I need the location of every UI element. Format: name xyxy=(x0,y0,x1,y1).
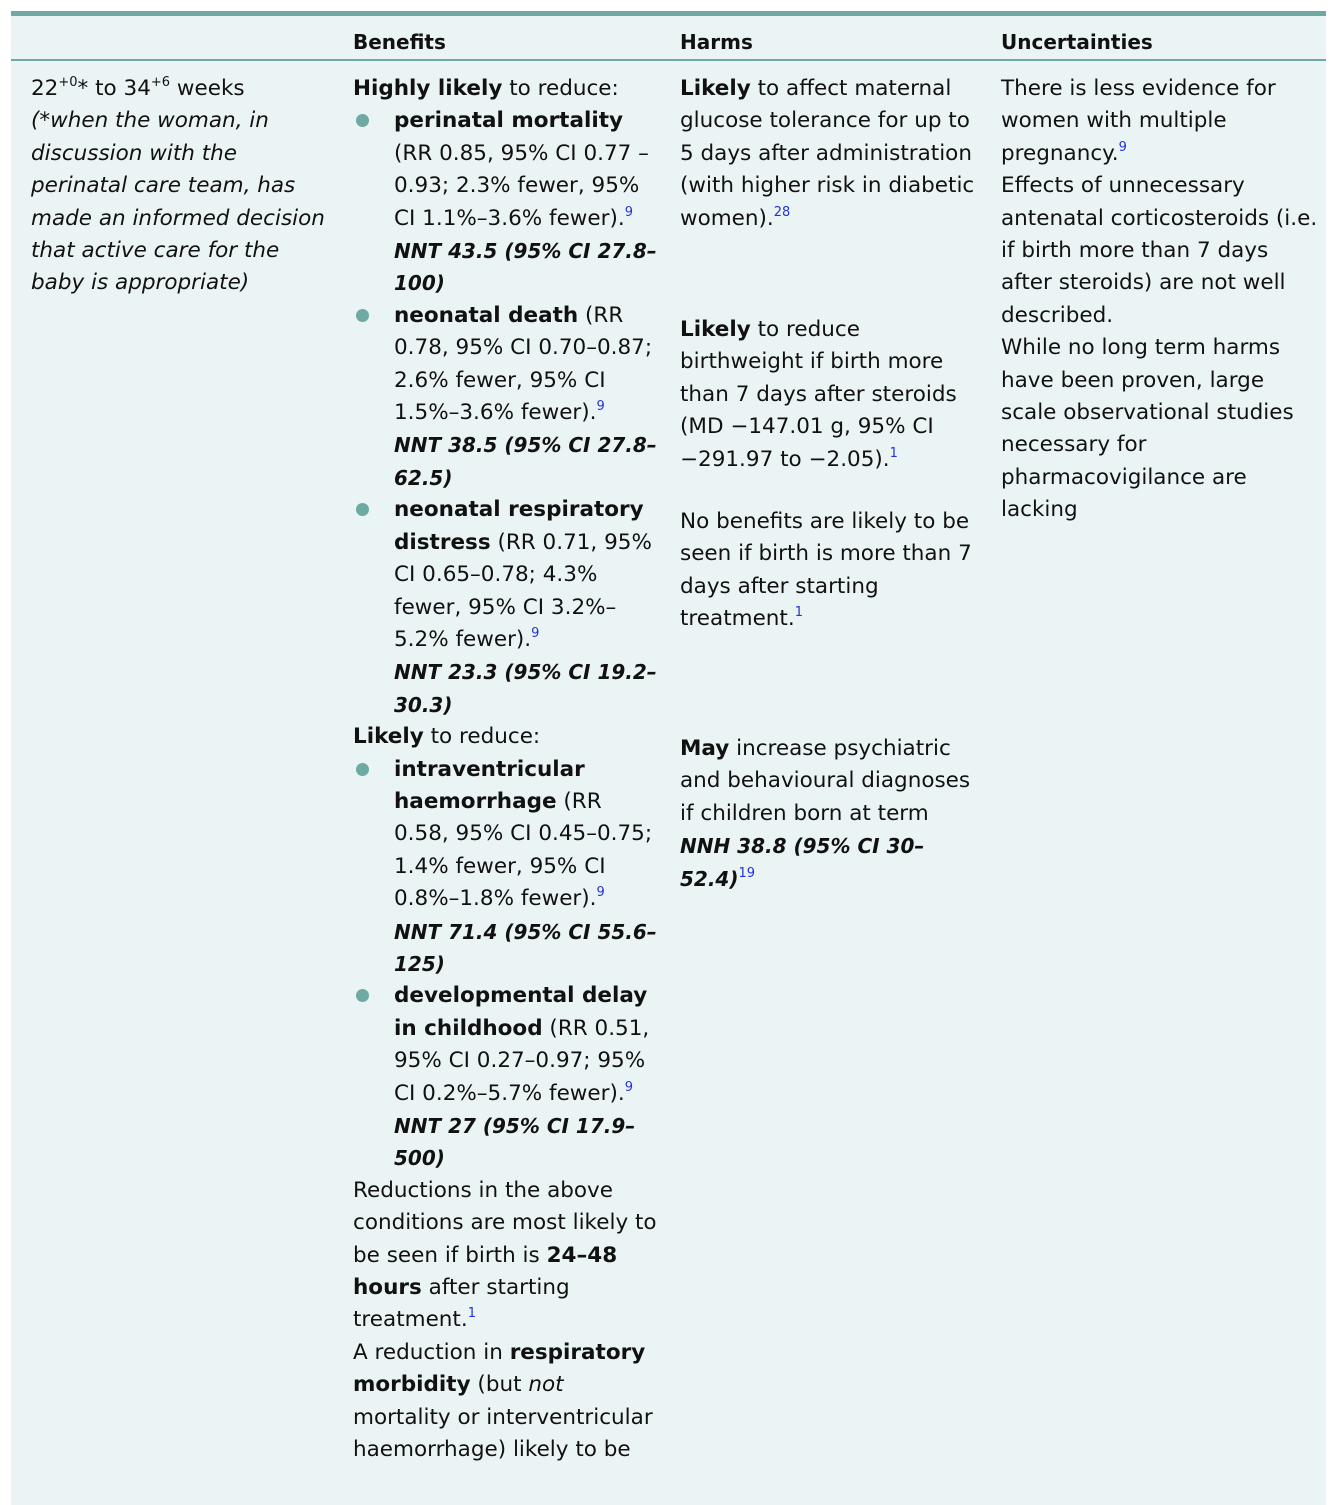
benefit-item-neonatal-death: neonatal death (RR 0.78, 95% CI 0.70–0.87; 2.6% fewer, 95% CI 1.5%–3.6% fewer).$^9$ NNT 38.5 (95% CI 27.8–62.5) xyxy=(353,300,663,494)
nnh-value: NNH 38.8 (95% CI 30–52.4)$^{19}$ xyxy=(680,833,925,892)
uncertainty-unnecessary-steroids: Effects of unnecessary antenatal corticosteroids (i.e. if birth more than 7 days after steroids) are not well described. xyxy=(1001,173,1318,328)
benefits-cell xyxy=(353,73,663,1466)
harm-psychiatric: May increase psychiatric and behavioural diagnoses if children born at term xyxy=(680,735,971,826)
benefit-item-developmental-delay: developmental delay in childhood (RR 0.51, 95% CI 0.27–0.97; 95% CI 0.2%–5.7% fewer).$^9$ NNT 27 (95% CI 17.9–500) xyxy=(353,980,663,1174)
nnt-value: NNT 38.5 (95% CI 27.8–62.5) xyxy=(394,433,657,490)
header-rule xyxy=(11,59,1326,61)
harm-birthweight: Likely to reduce birthweight if birth more than 7 days after steroids (MD −147.01 g, 95% CI −291.97 to −2.05).$^1$ xyxy=(680,317,957,472)
likely-heading: Likely to reduce: xyxy=(353,724,541,750)
gestation-cell xyxy=(31,73,336,300)
harm-no-benefit: No benefits are likely to be seen if birth is more than 7 days after starting treatment.$^1$ xyxy=(680,509,972,632)
nnt-value: NNT 27 (95% CI 17.9–500) xyxy=(394,1114,636,1171)
reference-link[interactable]: 9 xyxy=(531,625,540,641)
reference-link[interactable]: 1 xyxy=(794,605,803,621)
header-benefits: Benefits xyxy=(353,30,446,54)
spacer xyxy=(680,235,985,314)
header-harms: Harms xyxy=(680,30,753,54)
bullet-icon xyxy=(356,503,369,516)
evidence-table xyxy=(11,11,1326,1505)
nnt-value: NNT 71.4 (95% CI 55.6–125) xyxy=(394,919,657,976)
spacer xyxy=(680,476,985,506)
reference-link[interactable]: 28 xyxy=(773,204,791,220)
respiratory-morbidity-note: A reduction in respiratory morbidity (but not mortality or interventricular haemorrhage) likely to be xyxy=(353,1339,653,1463)
harm-glucose: Likely to affect maternal glucose tolerance for up to 5 days after administration (with higher risk in diabetic women).$^{28}$ xyxy=(680,76,975,231)
benefit-item-perinatal-mortality: perinatal mortality (RR 0.85, 95% CI 0.77 –0.93; 2.3% fewer, 95% CI 1.1%–3.6% fewer).$^9$ NNT 43.5 (95% CI 27.8–100) xyxy=(353,105,663,299)
nnt-value: NNT 43.5 (95% CI 27.8–100) xyxy=(394,239,657,296)
reductions-note: Reductions in the above conditions are most likely to be seen if birth is 24–48 hours after starting treatment.$^1$ xyxy=(353,1177,657,1333)
reference-link[interactable]: 1 xyxy=(467,1306,476,1322)
uncertainty-long-term-harms: While no long term harms have been proven, large scale observational studies necessary for pharmacovigilance are lacking xyxy=(1001,335,1294,523)
reference-link[interactable]: 9 xyxy=(624,204,633,220)
bullet-icon xyxy=(356,309,369,322)
uncertainties-cell xyxy=(1001,73,1319,527)
bullet-icon xyxy=(356,989,369,1002)
header-uncertainties: Uncertainties xyxy=(1001,30,1153,54)
reference-link[interactable]: 9 xyxy=(596,399,605,415)
reference-link[interactable]: 9 xyxy=(624,1079,633,1095)
reference-link[interactable]: 9 xyxy=(596,885,605,901)
harms-cell xyxy=(680,73,985,897)
gestation-range: $22^{+0}*$ to $34^{+6}$ weeks xyxy=(31,75,245,101)
benefit-item-intraventricular-haemorrhage: intraventricular haemorrhage (RR 0.58, 95% CI 0.45–0.75; 1.4% fewer, 95% CI 0.8%–1.8% fewer).$^9$ NNT 71.4 (95% CI 55.6–125) xyxy=(353,754,663,981)
highly-likely-heading: Highly likely to reduce: xyxy=(353,76,619,101)
benefit-item-respiratory-distress: neonatal respiratory distress (RR 0.71, 95% CI 0.65–0.78; 4.3% fewer, 95% CI 3.2%–5.2% fewer).$^9$ NNT 23.3 (95% CI 19.2–30.3) xyxy=(353,494,663,721)
reference-link[interactable]: 9 xyxy=(1118,139,1127,155)
reference-link[interactable]: 1 xyxy=(889,445,898,461)
nnt-value: NNT 23.3 (95% CI 19.2–30.3) xyxy=(394,660,657,717)
bullet-icon xyxy=(356,114,369,127)
reference-link[interactable]: 19 xyxy=(738,866,756,882)
uncertainty-multiple-pregnancy: There is less evidence for women with multiple pregnancy.$^9$ xyxy=(1001,76,1276,166)
spacer xyxy=(680,636,985,733)
gestation-note: (*when the woman, in discussion with the perinatal care team, has made an informed decision that active care for the baby is appropriate) xyxy=(31,108,325,296)
bullet-icon xyxy=(356,763,369,776)
